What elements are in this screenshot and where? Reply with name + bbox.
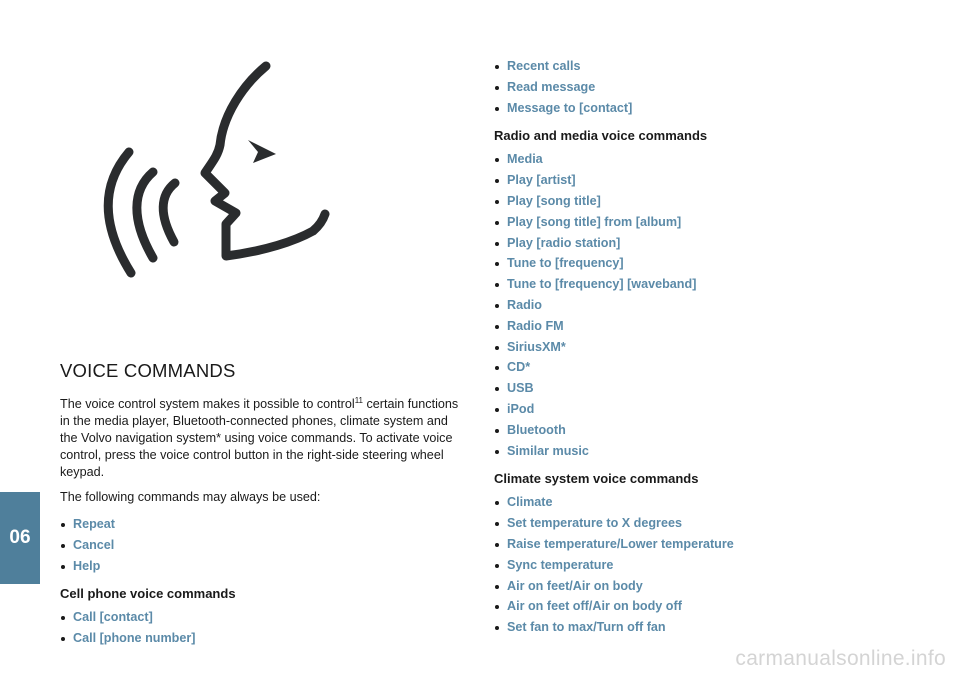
- watermark: carmanualsonline.info: [735, 647, 946, 670]
- list-item: Set temperature to X degrees: [494, 513, 934, 534]
- list-item: Help: [60, 556, 465, 577]
- face-profile: [205, 66, 325, 256]
- list-item: Recent calls: [494, 56, 934, 77]
- page-title: VOICE COMMANDS: [60, 360, 236, 381]
- list-item: CD*: [494, 357, 934, 378]
- list-item: Bluetooth: [494, 420, 934, 441]
- list-item: Climate: [494, 492, 934, 513]
- media-commands-list: [494, 149, 934, 461]
- right-column: [494, 56, 934, 648]
- voice-head-icon: [95, 55, 345, 290]
- list-item: Play [song title] from [album]: [494, 212, 934, 233]
- list-item: Radio: [494, 295, 934, 316]
- list-item: Repeat: [60, 514, 465, 535]
- list-item: Air on feet/Air on body: [494, 576, 934, 597]
- media-heading: Radio and media voice commands: [494, 128, 708, 144]
- always-text: The following commands may always be used:: [60, 490, 321, 504]
- list-item: Raise temperature/Lower temperature: [494, 534, 934, 555]
- phone-commands-list-continued: [494, 56, 934, 118]
- phone-heading: Cell phone voice commands: [60, 586, 236, 602]
- eye-icon: [248, 140, 276, 163]
- phone-commands-list: [60, 607, 465, 649]
- list-item: Set fan to max/Turn off fan: [494, 617, 934, 638]
- list-item: Sync temperature: [494, 555, 934, 576]
- left-column: [60, 360, 465, 659]
- list-item: Media: [494, 149, 934, 170]
- list-item: Message to [contact]: [494, 98, 934, 119]
- list-item: Read message: [494, 77, 934, 98]
- list-item: USB: [494, 378, 934, 399]
- section-number: 06: [9, 527, 31, 548]
- footnote-ref: 11: [354, 395, 363, 405]
- list-item: Radio FM: [494, 316, 934, 337]
- sound-wave-inner: [163, 183, 175, 242]
- sound-wave-outer: [108, 152, 131, 273]
- list-item: Tune to [frequency] [waveband]: [494, 274, 934, 295]
- list-item: Air on feet off/Air on body off: [494, 596, 934, 617]
- list-item: iPod: [494, 399, 934, 420]
- list-item: Similar music: [494, 441, 934, 462]
- list-item: SiriusXM*: [494, 337, 934, 358]
- list-item: Cancel: [60, 535, 465, 556]
- list-item: Call [phone number]: [60, 628, 465, 649]
- sound-wave-middle: [137, 172, 153, 258]
- climate-heading: Climate system voice commands: [494, 471, 699, 487]
- list-item: Play [radio station]: [494, 233, 934, 254]
- always-commands-list: [60, 514, 465, 576]
- intro-paragraph: [60, 396, 465, 481]
- list-item: Play [artist]: [494, 170, 934, 191]
- section-tab: [0, 492, 40, 584]
- list-item: Play [song title]: [494, 191, 934, 212]
- intro-text-2: certain functions in the media player, Bluetooth-connected phones, climate system and the Volvo navigation system* using voice commands. To activate voice control, press the voice control button in the right-side steering wheel keypad.: [60, 397, 459, 479]
- intro-text-1: The voice control system makes it possible to control: [60, 397, 355, 411]
- list-item: Call [contact]: [60, 607, 465, 628]
- climate-commands-list: [494, 492, 934, 638]
- list-item: Tune to [frequency]: [494, 253, 934, 274]
